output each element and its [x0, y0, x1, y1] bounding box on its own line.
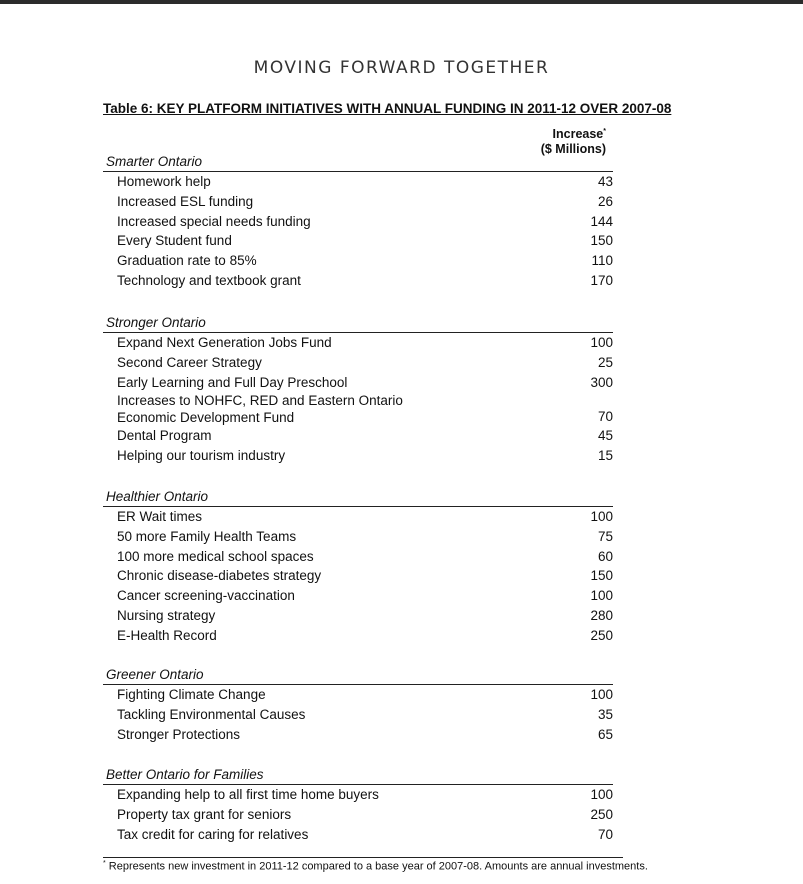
row-label: Tax credit for caring for relatives	[117, 826, 309, 842]
row-value: 26	[597, 193, 613, 209]
row-value: 70	[597, 408, 613, 424]
row-label: 100 more medical school spaces	[117, 548, 314, 564]
section-title: Greener Ontario	[103, 666, 613, 685]
section-title: Better Ontario for Families	[103, 766, 613, 785]
row-label: Increased special needs funding	[117, 213, 311, 229]
table-row	[103, 373, 613, 393]
table-row	[103, 825, 613, 845]
section-title: Stronger Ontario	[103, 314, 613, 333]
table-row	[103, 547, 613, 567]
row-label: Expanding help to all first time home buyers	[117, 787, 379, 802]
row-label: 50 more Family Health Teams	[117, 528, 297, 544]
row-value: 60	[597, 548, 613, 564]
table-row	[103, 685, 613, 705]
row-label: ER Wait times	[117, 509, 203, 524]
table-row	[103, 586, 613, 606]
footnote-marker: *	[103, 860, 106, 867]
row-value: 35	[597, 706, 613, 722]
table-row	[103, 271, 613, 291]
table-row	[103, 251, 613, 271]
section-better-ontario-for-families	[103, 766, 613, 844]
table-row	[103, 626, 613, 646]
table-row	[103, 507, 613, 527]
row-label: Helping our tourism industry	[117, 448, 286, 464]
row-value: 100	[590, 687, 613, 702]
section-stronger-ontario	[103, 314, 613, 466]
section-title: Smarter Ontario	[103, 153, 613, 172]
row-label: Fighting Climate Change	[117, 687, 266, 702]
table-row	[103, 172, 613, 192]
table-row	[103, 446, 613, 466]
row-value: 65	[597, 726, 613, 742]
row-value: 150	[590, 568, 613, 584]
row-label: Stronger Protections	[117, 726, 241, 742]
row-label: Cancer screening-vaccination	[117, 588, 295, 604]
section-healthier-ontario	[103, 488, 613, 646]
row-label: Second Career Strategy	[117, 354, 262, 370]
row-value: 100	[590, 509, 613, 524]
row-value: 150	[590, 233, 613, 249]
row-label: Increased ESL funding	[117, 193, 254, 209]
table-row	[103, 231, 613, 251]
row-value: 110	[591, 253, 613, 269]
column-header-line1	[450, 124, 606, 142]
section-title: Healthier Ontario	[103, 488, 613, 507]
table-row	[103, 785, 613, 805]
table-row	[103, 426, 613, 446]
section-greener-ontario	[103, 666, 613, 744]
column-header-units: ($ Millions)	[540, 142, 606, 157]
column-header-label: Increase	[552, 127, 604, 142]
row-label: Dental Program	[117, 428, 212, 444]
row-value: 100	[590, 588, 613, 604]
table-row	[103, 606, 613, 626]
footnote-rule	[103, 857, 648, 873]
table-row	[103, 192, 613, 212]
top-border-bar	[0, 0, 803, 4]
row-label: Nursing strategy	[117, 607, 216, 623]
table-row	[103, 805, 613, 825]
row-label: Expand Next Generation Jobs Fund	[117, 335, 332, 350]
row-value: 15	[597, 448, 613, 464]
row-value: 170	[590, 272, 613, 288]
row-value: 250	[590, 806, 613, 822]
row-value: 280	[590, 607, 613, 623]
page-heading: MOVING FORWARD TOGETHER	[253, 58, 550, 78]
row-value: 25	[597, 354, 613, 370]
row-value: 45	[597, 428, 613, 444]
row-value: 250	[590, 627, 613, 643]
row-value: 70	[597, 826, 613, 842]
table-row	[103, 212, 613, 232]
table-row	[103, 392, 613, 426]
row-value: 100	[590, 335, 613, 350]
row-label: Technology and textbook grant	[117, 272, 301, 288]
row-value: 300	[590, 374, 613, 390]
table-row	[103, 333, 613, 353]
row-label: Increases to NOHFC, RED and Eastern Ontario Economic Development Fund	[117, 393, 403, 426]
row-label: Homework help	[117, 174, 211, 189]
table-row	[103, 725, 613, 745]
row-label: Chronic disease-diabetes strategy	[117, 568, 322, 584]
table-row	[103, 705, 613, 725]
row-label: Property tax grant for seniors	[117, 806, 292, 822]
column-header-footnote-marker: *	[603, 128, 606, 135]
footnote-text: Represents new investment in 2011-12 compared to a base year of 2007-08. Amounts are annual investments.	[108, 860, 648, 873]
row-label: Tackling Environmental Causes	[117, 706, 306, 722]
row-value: 100	[590, 787, 613, 802]
row-label: Early Learning and Full Day Preschool	[117, 374, 348, 390]
table-row	[103, 566, 613, 586]
table-row	[103, 527, 613, 547]
row-label: Every Student fund	[117, 233, 232, 249]
row-value: 144	[590, 213, 613, 229]
row-value: 43	[597, 174, 613, 189]
table-title: Table 6: KEY PLATFORM INITIATIVES WITH ANNUAL FUNDING IN 2011-12 OVER 2007-08	[103, 101, 672, 116]
row-value: 75	[597, 528, 613, 544]
table-row	[103, 353, 613, 373]
row-label: Graduation rate to 85%	[117, 253, 257, 269]
section-smarter-ontario	[103, 153, 613, 291]
footnote	[103, 858, 648, 873]
row-label: E-Health Record	[117, 627, 217, 643]
